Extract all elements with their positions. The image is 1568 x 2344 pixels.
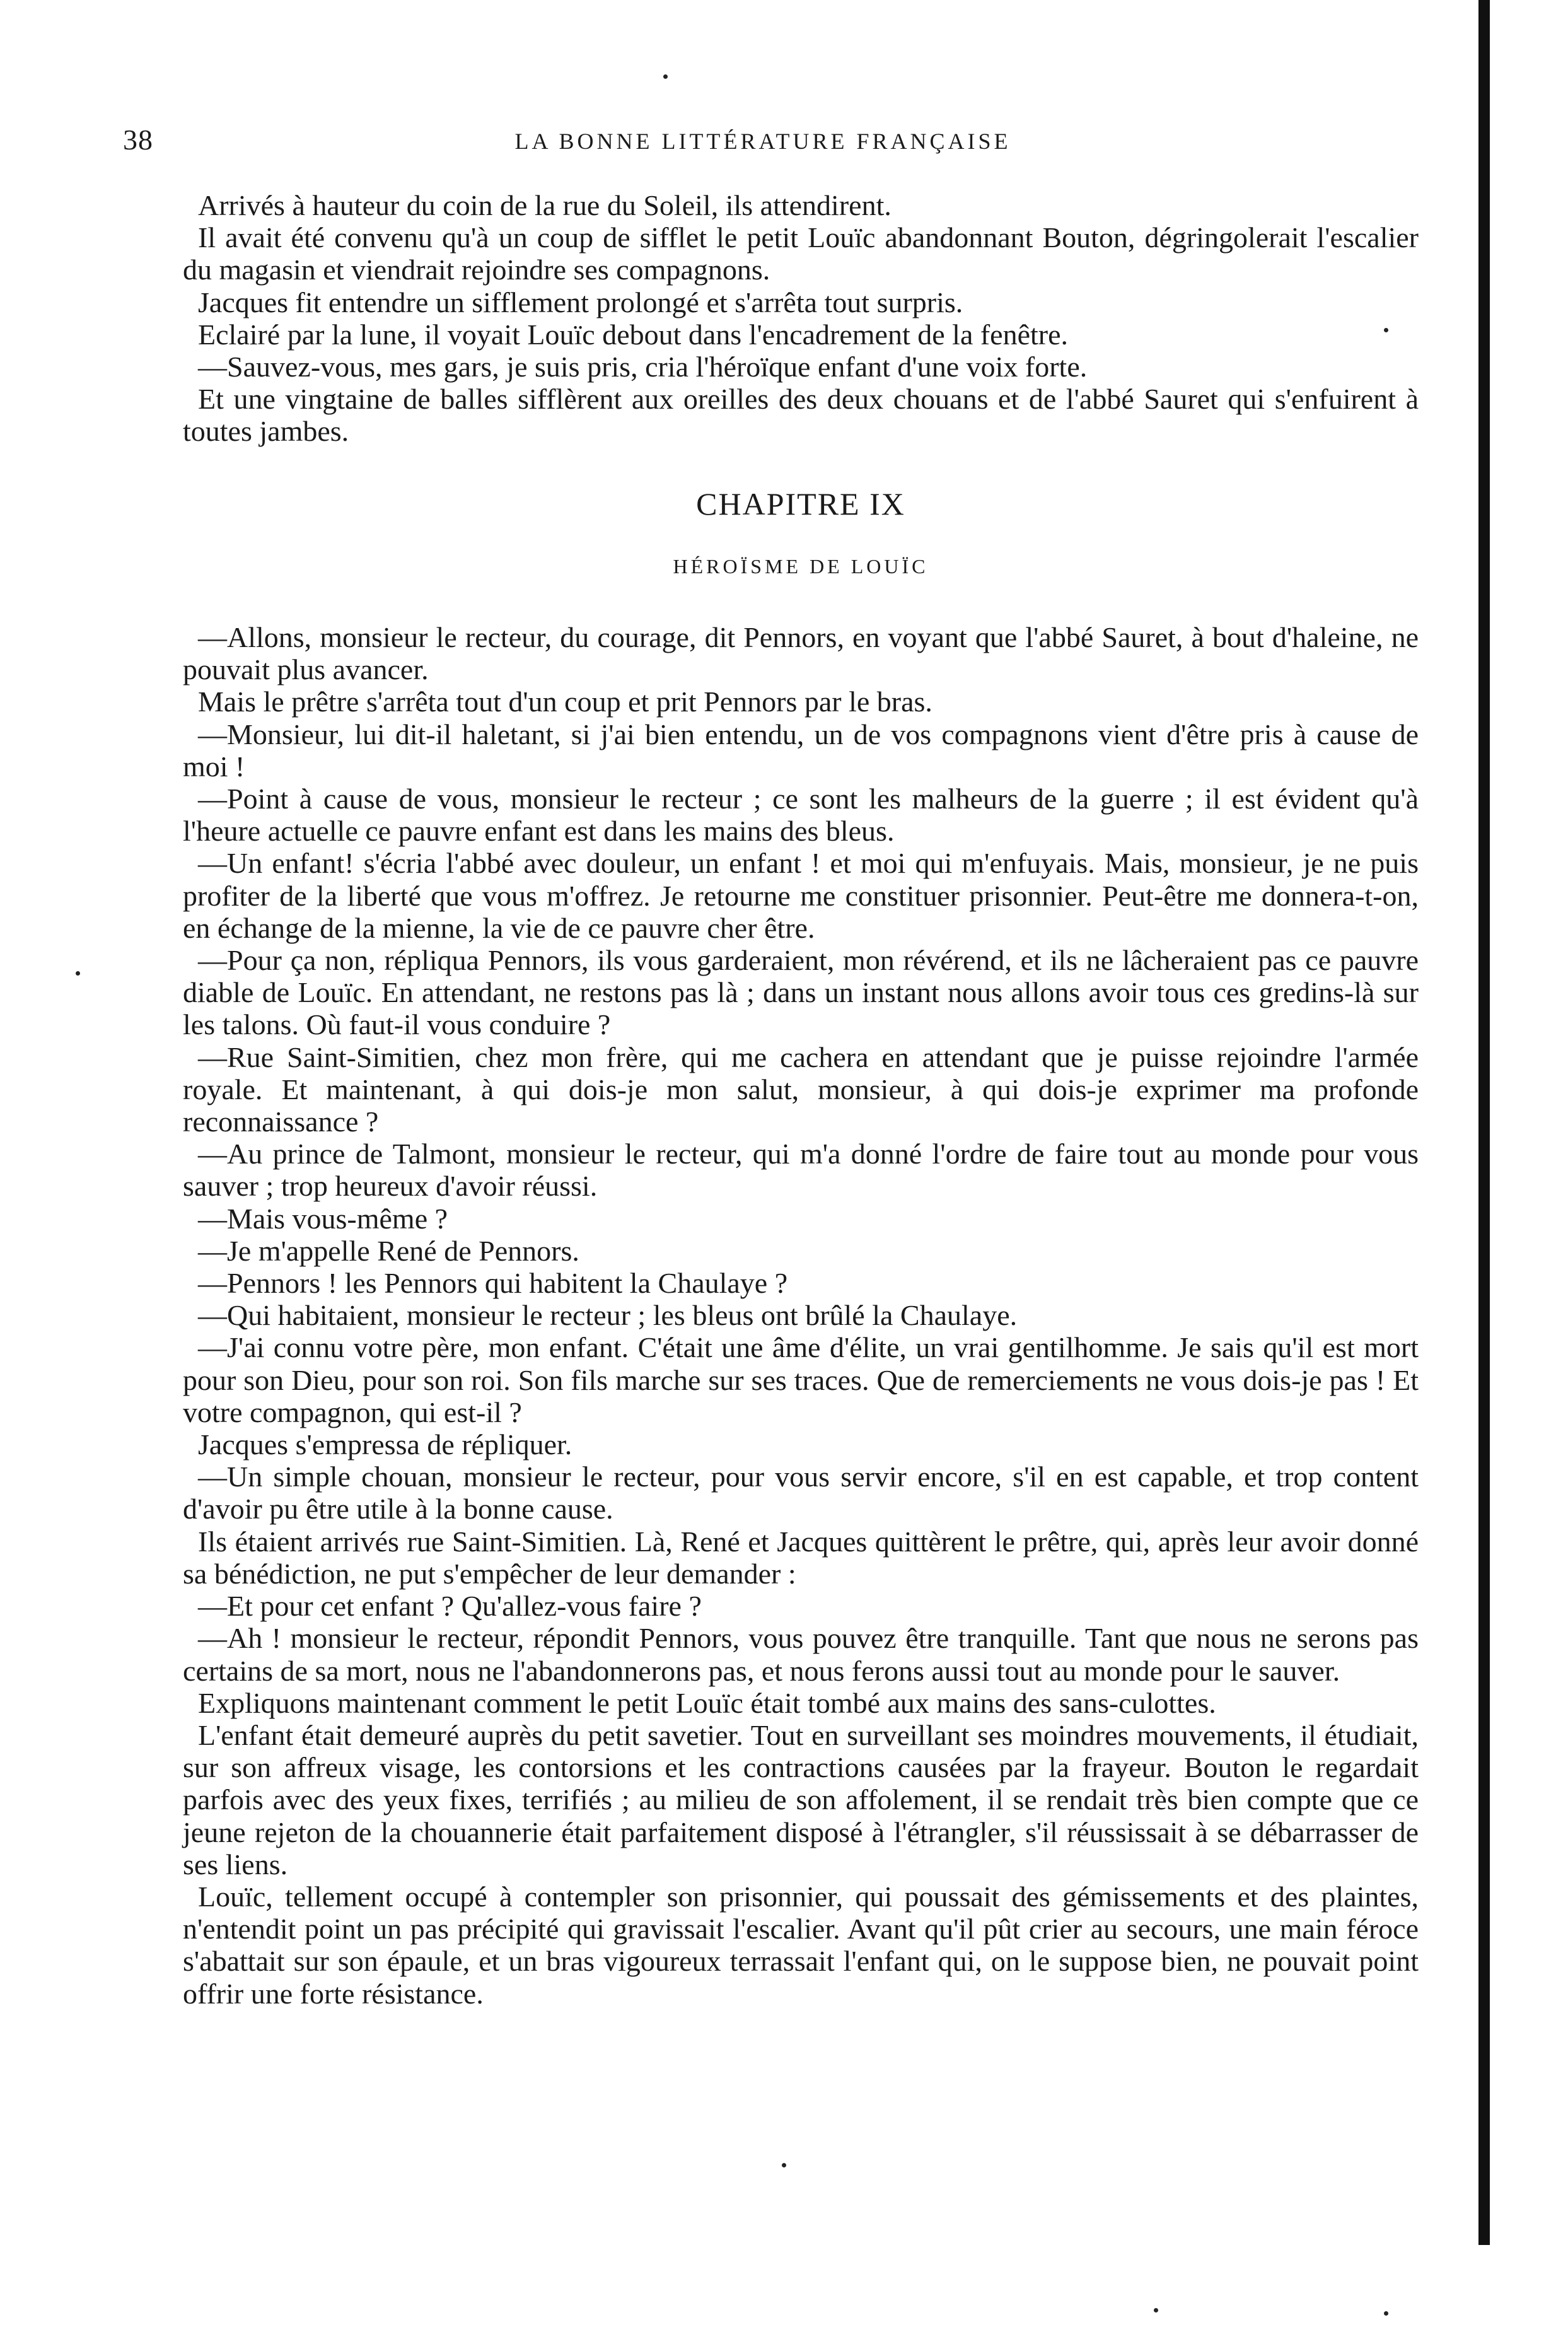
paragraph: —Un enfant! s'écria l'abbé avec douleur, un enfant ! et moi qui m'enfuyais. Mais, monsieur, je ne puis profiter de la liberté que vous m'offrez. Je retourne me constituer prisonnier. Peut-être me donnera-t-on, en échange de la mienne, la vie de ce pauvre cher être.: [183, 847, 1419, 944]
paragraph: —Sauvez-vous, mes gars, je suis pris, cria l'héroïque enfant d'une voix forte.: [198, 351, 1088, 383]
paragraph: Mais le prêtre s'arrêta tout d'un coup et prit Pennors par le bras.: [198, 685, 932, 718]
paragraph: —Je m'appelle René de Pennors.: [198, 1234, 579, 1267]
paragraph: Jacques s'empressa de répliquer.: [198, 1428, 572, 1461]
page-edge-shadow: [1478, 0, 1490, 2245]
paragraph: Ils étaient arrivés rue Saint-Simitien. Là, René et Jacques quittèrent le prêtre, qui, après leur avoir donné sa bénédiction, ne put s'empêcher de leur demander :: [183, 1525, 1419, 1590]
print-speck: [76, 971, 80, 976]
print-speck: [1384, 328, 1388, 332]
print-speck: [663, 74, 668, 79]
chapter-title: CHAPITRE IX: [696, 486, 905, 522]
paragraph: —Ah ! monsieur le recteur, répondit Pennors, vous pouvez être tranquille. Tant que nous ne serons pas certains de sa mort, nous ne l'abandonnerons pas, et nous ferons aussi tout au monde pour le sauver.: [183, 1622, 1419, 1687]
chapter-subtitle: HÉROÏSME DE LOUÏC: [673, 555, 929, 578]
paragraph: —Au prince de Talmont, monsieur le recteur, qui m'a donné l'ordre de faire tout au monde pour vous sauver ; trop heureux d'avoir réussi.: [183, 1138, 1419, 1203]
paragraph: L'enfant était demeuré auprès du petit savetier. Tout en surveillant ses moindres mouvements, il étudiait, sur son affreux visage, les contorsions et les contractions causées par la frayeur. Bouton le regardait parfois avec des yeux fixes, terrifiés ; au milieu de son affolement, il se rendait très bien compte que ce jeune rejeton de la chouannerie était parfaitement disposé à l'étrangler, s'il réussissait à se débarrasser de ses liens.: [183, 1718, 1419, 1880]
print-speck: [1154, 2308, 1158, 2312]
paragraph: —Allons, monsieur le recteur, du courage, dit Pennors, en voyant que l'abbé Sauret, à bout d'haleine, ne pouvait plus avancer.: [183, 621, 1419, 686]
intro-section: [183, 189, 1419, 448]
print-speck: [1384, 2311, 1388, 2316]
paragraph: Eclairé par la lune, il voyait Louïc debout dans l'encadrement de la fenêtre.: [198, 318, 1069, 351]
paragraph: —Pennors ! les Pennors qui habitent la Chaulaye ?: [198, 1267, 788, 1300]
paragraph: Jacques fit entendre un sifflement prolongé et s'arrêta tout surpris.: [198, 286, 963, 318]
running-head: LA BONNE LITTÉRATURE FRANÇAISE: [514, 129, 1011, 154]
paragraph: —Qui habitaient, monsieur le recteur ; les bleus ont brûlé la Chaulaye.: [198, 1299, 1018, 1332]
paragraph: —Pour ça non, répliqua Pennors, ils vous garderaient, mon révérend, et ils ne lâcheraient pas ce pauvre diable de Louïc. En attendant, ne restons pas là ; dans un instant nous allons avoir tous ces gredins-là sur les talons. Où faut-il vous conduire ?: [183, 944, 1419, 1041]
paragraph: Et une vingtaine de balles sifflèrent aux oreilles des deux chouans et de l'abbé Sauret qui s'enfuirent à toutes jambes.: [183, 383, 1419, 448]
paragraph: —Monsieur, lui dit-il haletant, si j'ai bien entendu, un de vos compagnons vient d'être pris à cause de moi !: [183, 718, 1419, 783]
paragraph: —Un simple chouan, monsieur le recteur, pour vous servir encore, s'il en est capable, et trop content d'avoir pu être utile à la bonne cause.: [183, 1461, 1419, 1525]
paragraph: —Et pour cet enfant ? Qu'allez-vous faire ?: [198, 1590, 702, 1623]
paragraph: Arrivés à hauteur du coin de la rue du Soleil, ils attendirent.: [198, 189, 891, 221]
page-number: 38: [123, 124, 153, 156]
page-header: [123, 123, 1403, 167]
paragraph: Louïc, tellement occupé à contempler son prisonnier, qui poussait des gémissements et des plaintes, n'entendit point un pas précipité qui gravissait l'escalier. Avant qu'il pût crier au secours, une main féroce s'abattait sur son épaule, et un bras vigoureux terrassait l'enfant qui, on le suppose bien, ne pouvait point offrir une forte résistance.: [183, 1880, 1419, 2010]
chapter-body: [183, 621, 1419, 2010]
paragraph: —Mais vous-même ?: [198, 1202, 448, 1235]
paragraph: —J'ai connu votre père, mon enfant. C'était une âme d'élite, un vrai gentilhomme. Je sais qu'il est mort pour son Dieu, pour son roi. Son fils marche sur ses traces. Que de remerciements ne vous dois-je pas ! Et votre compagnon, qui est-il ?: [183, 1331, 1419, 1428]
paragraph: Il avait été convenu qu'à un coup de sifflet le petit Louïc abandonnant Bouton, dégringolerait l'escalier du magasin et viendrait rejoindre ses compagnons.: [183, 221, 1419, 286]
paragraph: —Rue Saint-Simitien, chez mon frère, qui me cachera en attendant que je puisse rejoindre l'armée royale. Et maintenant, à qui dois-je mon salut, monsieur, à qui dois-je exprimer ma profonde reconnaissance ?: [183, 1041, 1419, 1138]
paragraph: —Point à cause de vous, monsieur le recteur ; ce sont les malheurs de la guerre ; il est évident qu'à l'heure actuelle ce pauvre enfant est dans les mains des bleus.: [183, 783, 1419, 848]
print-speck: [782, 2163, 786, 2167]
paragraph: Expliquons maintenant comment le petit Louïc était tombé aux mains des sans-culottes.: [198, 1686, 1216, 1719]
